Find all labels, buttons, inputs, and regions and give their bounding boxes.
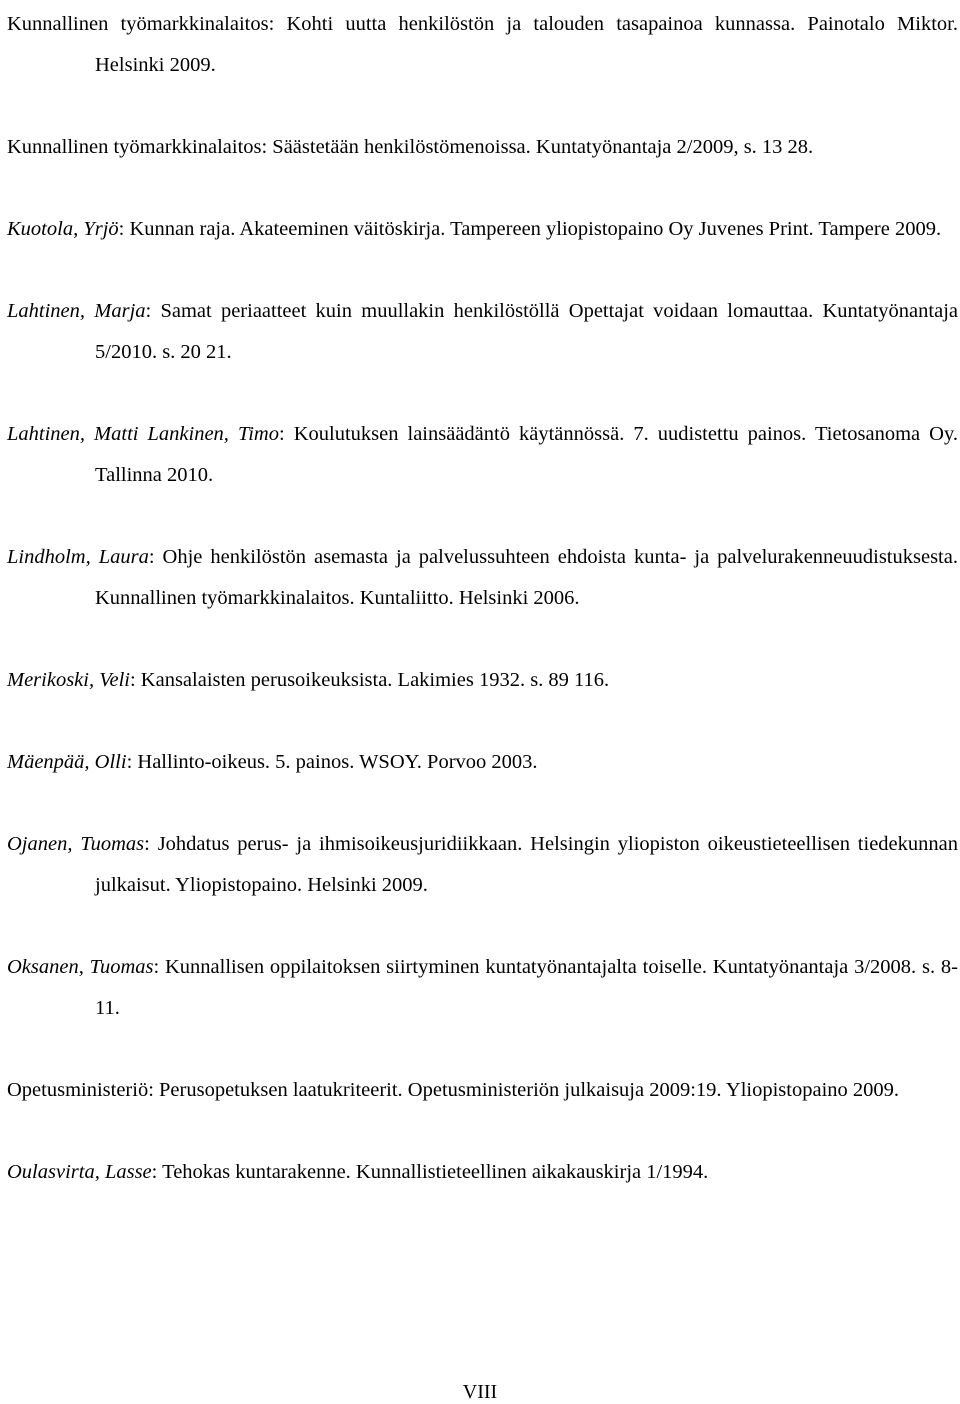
reference-text: : Tehokas kuntarakenne. Kunnallistieteellinen aikakauskirja 1/1994.: [151, 1161, 709, 1183]
reference-entry: [7, 291, 958, 373]
reference-text: Kunnallinen työmarkkinalaitos: Kohti uutta henkilöstön ja talouden tasapainoa kunnassa. Painotalo Miktor. Helsinki 2009.: [7, 13, 958, 76]
reference-text: : Samat periaatteet kuin muullakin henkilöstöllä Opettajat voidaan lomauttaa. Kuntatyönantaja 5/2010. s. 20 21.: [95, 300, 958, 363]
reference-text: : Hallinto-oikeus. 5. painos. WSOY. Porvoo 2003.: [126, 751, 538, 773]
reference-text: : Kunnallisen oppilaitoksen siirtyminen kuntatyönantajalta toiselle. Kuntatyönantaja 3/2008. s. 8-11.: [95, 956, 958, 1019]
reference-author: Mäenpää, Olli: [7, 751, 127, 773]
reference-entry: [7, 414, 958, 496]
page-number: VIII: [462, 1381, 498, 1403]
reference-text: : Johdatus perus- ja ihmisoikeusjuridiikkaan. Helsingin yliopiston oikeustieteellisen tiedekunnan julkaisut. Yliopistopaino. Helsinki 2009.: [95, 833, 958, 896]
reference-entry: [7, 4, 958, 86]
reference-author: Ojanen, Tuomas: [7, 833, 145, 855]
reference-entry: [7, 742, 958, 783]
reference-entry: [7, 1152, 958, 1193]
reference-entry: [7, 127, 958, 168]
reference-entry: [7, 660, 958, 701]
reference-author: Merikoski, Veli: [7, 669, 130, 691]
reference-text: Opetusministeriö: Perusopetuksen laatukriteerit. Opetusministeriön julkaisuja 2009:19. Yliopistopaino 2009.: [7, 1079, 900, 1101]
reference-text: : Kansalaisten perusoikeuksista. Lakimies 1932. s. 89 116.: [129, 669, 610, 691]
reference-text: Kunnallinen työmarkkinalaitos: Säästetään henkilöstömenoissa. Kuntatyönantaja 2/2009, s. 13 28.: [7, 136, 814, 158]
reference-author: Oulasvirta, Lasse: [7, 1161, 152, 1183]
reference-text: : Kunnan raja. Akateeminen väitöskirja. Tampereen yliopistopaino Oy Juvenes Print. Tampere 2009.: [118, 218, 942, 240]
reference-author: Lindholm, Laura: [7, 546, 149, 568]
reference-list: [7, 4, 958, 1234]
reference-author: Kuotola, Yrjö: [7, 218, 119, 240]
reference-author: Lahtinen, Marja: [7, 300, 146, 322]
reference-text: : Koulutuksen lainsäädäntö käytännössä. 7. uudistettu painos. Tietosanoma Oy. Tallinna 2010.: [95, 423, 958, 486]
reference-entry: [7, 537, 958, 619]
reference-entry: [7, 824, 958, 906]
reference-entry: [7, 1070, 958, 1111]
reference-entry: [7, 947, 958, 1029]
reference-author: Lahtinen, Matti Lankinen, Timo: [7, 423, 279, 445]
reference-text: : Ohje henkilöstön asemasta ja palvelussuhteen ehdoista kunta- ja palvelurakenneuudistuksesta. Kunnallinen työmarkkinalaitos. Kuntaliitto. Helsinki 2006.: [95, 546, 958, 609]
reference-entry: [7, 209, 958, 250]
reference-author: Oksanen, Tuomas: [7, 956, 154, 978]
